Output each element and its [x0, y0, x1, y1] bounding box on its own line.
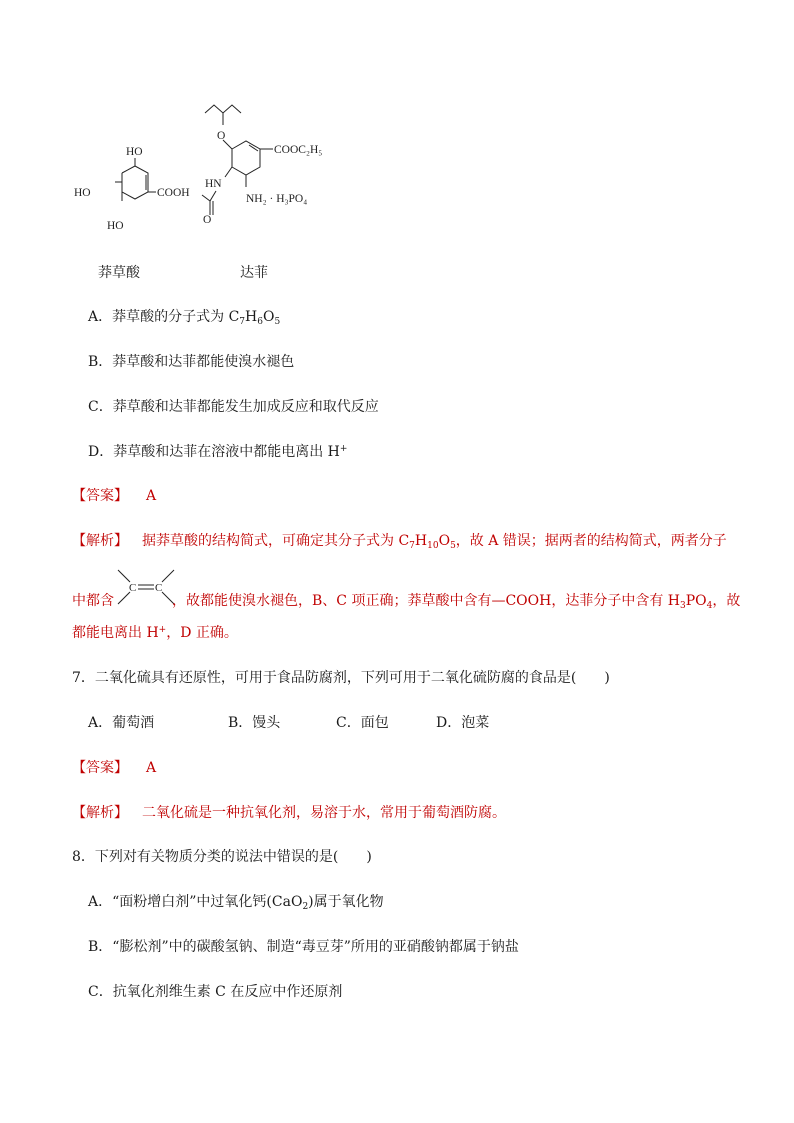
svg-text:C: C — [155, 582, 163, 594]
q7-analysis: 【解析】 二氧化硫是一种抗氧化剂，易溶于水，常用于葡萄酒防腐。 — [72, 805, 506, 821]
q7-stem: 7．二氧化硫具有还原性，可用于食品防腐剂，下列可用于二氧化硫防腐的食品是( ) — [72, 670, 610, 686]
shikimic-acid-name: 莽草酸 — [98, 265, 140, 281]
q8-stem: 8．下列对有关物质分类的说法中错误的是( ) — [72, 849, 372, 865]
oh-top-label: HO — [126, 146, 143, 158]
q6-option-b: B．莽草酸和达菲都能使溴水褪色 — [88, 354, 295, 370]
q6-answer — [72, 485, 156, 505]
answer-value: A — [146, 488, 157, 504]
q7-option-c: C．面包 — [336, 715, 389, 731]
hn-label: HN — [205, 178, 222, 190]
q7-option-b: B．馒头 — [228, 715, 281, 731]
cc-double-bond-figure — [116, 564, 176, 610]
q6-option-a: A．莽草酸的分子式为 $C_7H_6O_5$ — [88, 309, 281, 327]
svg-text:C: C — [129, 582, 137, 594]
oh-bottom-label: HO — [107, 220, 124, 232]
q6-analysis-line2: 中都含 — [72, 593, 114, 609]
o-carbonyl-label: O — [203, 214, 212, 226]
cooh-label: COOH — [157, 187, 190, 199]
q6-analysis-line1: 【解析】 据莽草酸的结构简式，可确定其分子式为 $C_7H_{10}O_5$，故 A 错误；据两者的结构简式，两者分子 — [72, 533, 727, 551]
q8-option-a: A．“面粉增白剂”中过氧化钙(CaO$_2$)属于氧化物 — [88, 894, 384, 912]
ester-label: COOC₂H₅ — [274, 144, 323, 156]
tamiflu-name: 达菲 — [240, 265, 268, 281]
q6-analysis-line3: 都能电离出 H+，D 正确。 — [72, 625, 238, 641]
shikimic-acid-structure — [115, 158, 156, 201]
oh-left-label: HO — [74, 187, 91, 199]
o-ether-label: O — [217, 130, 226, 142]
q6-option-c: C．莽草酸和达菲都能发生加成反应和取代反应 — [88, 399, 379, 415]
q7-answer: 【答案】 A — [72, 760, 157, 776]
structure-figure — [60, 95, 360, 245]
q7-option-a: A．葡萄酒 — [88, 715, 155, 731]
q6-option-d: D．莽草酸和达菲在溶液中都能电离出 H+ — [88, 444, 348, 460]
q8-option-c: C．抗氧化剂维生素 C 在反应中作还原剂 — [88, 984, 343, 1000]
q6-analysis-line2-rest: ，故都能使溴水褪色，B、C 项正确；莽草酸中含有—COOH，达菲分子中含有 $H_3PO_4$，故 — [172, 593, 741, 611]
answer-label: 【答案】 — [72, 488, 128, 504]
q7-option-d: D．泡菜 — [436, 715, 490, 731]
q8-option-b: B．“膨松剂”中的碳酸氢钠、制造“毒豆芽”所用的亚硝酸钠都属于钠盐 — [88, 939, 519, 955]
amine-label: NH₂ · H₃PO₄ — [246, 193, 308, 205]
